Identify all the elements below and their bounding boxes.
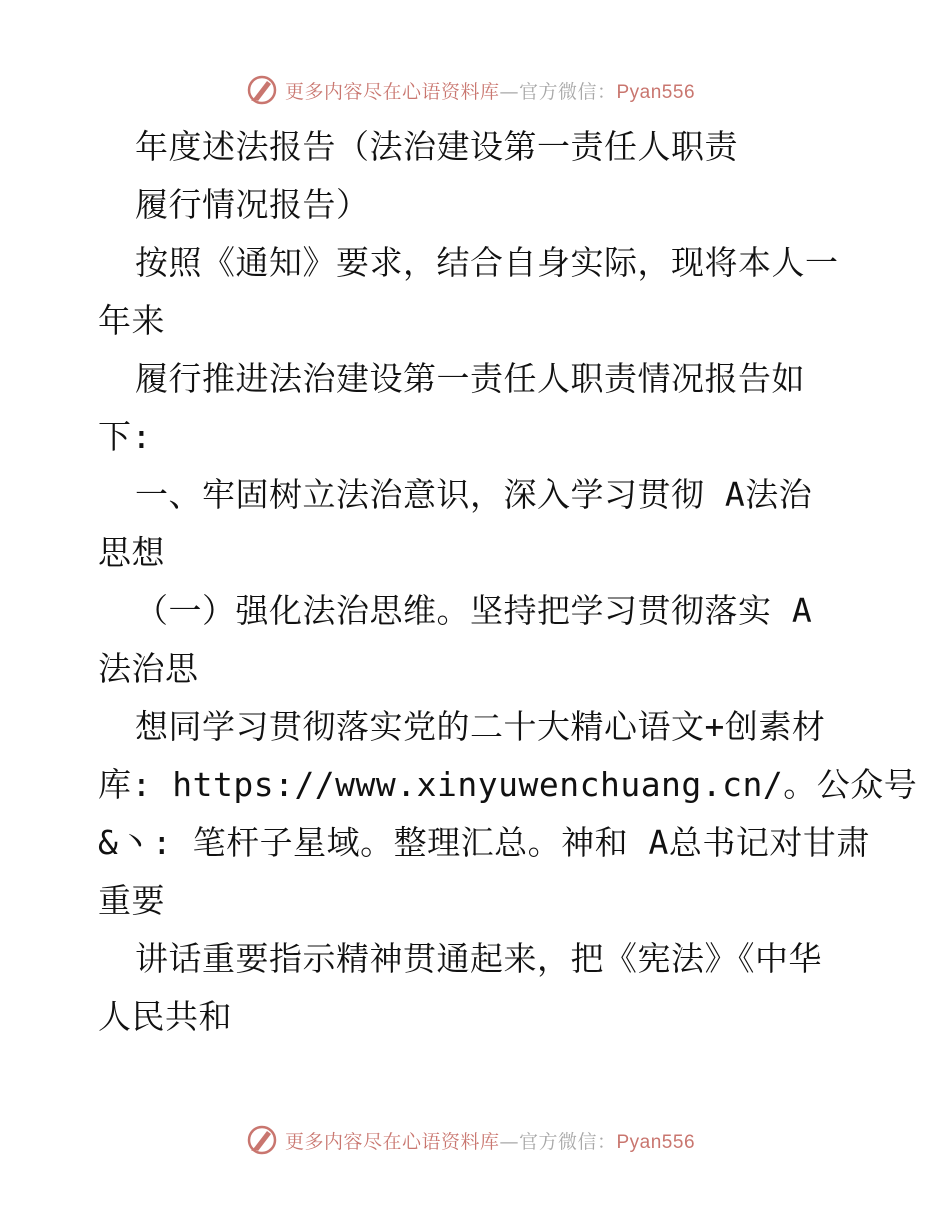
text-line: 履行推进法治建设第一责任人职责情况报告如 — [135, 359, 805, 398]
watermark-dash: — — [499, 1130, 519, 1153]
watermark-id: Pyan556 — [616, 1131, 696, 1153]
watermark-label: 官方微信： — [518, 1130, 617, 1153]
watermark-text — [285, 77, 695, 104]
text-line: 重要 — [98, 881, 165, 920]
text-line: （一）强化法治思维。坚持把学习贯彻落实 A — [135, 591, 813, 630]
watermark-id: Pyan556 — [616, 81, 696, 103]
header-watermark — [0, 70, 950, 110]
watermark-main: 更多内容尽在心语资料库 — [284, 1130, 500, 1153]
watermark-main: 更多内容尽在心语资料库 — [284, 80, 500, 103]
text-line: 库: https://www.xinyuwenchuang.cn/。公众号 — [98, 765, 918, 804]
watermark-dash: — — [499, 80, 519, 103]
text-line: 履行情况报告） — [135, 185, 370, 224]
document-body — [98, 118, 918, 1046]
pen-logo-icon — [245, 73, 279, 107]
text-line: 下: — [98, 417, 152, 456]
text-line: 年度述法报告（法治建设第一责任人职责 — [135, 127, 738, 166]
text-line: 法治思 — [98, 649, 199, 688]
text-line: 人民共和 — [98, 997, 232, 1036]
text-line: 思想 — [98, 533, 165, 572]
watermark-text — [285, 1127, 695, 1154]
text-line: 讲话重要指示精神贯通起来，把《宪法》《中华 — [135, 939, 822, 978]
text-line: 年来 — [98, 301, 165, 340]
text-line: &丶: 笔杆子星域。整理汇总。神和 A总书记对甘肃 — [98, 823, 870, 862]
pen-logo-icon — [245, 1123, 279, 1157]
footer-watermark — [0, 1120, 950, 1160]
watermark-label: 官方微信： — [518, 80, 617, 103]
text-line: 按照《通知》要求，结合自身实际，现将本人一 — [135, 243, 839, 282]
text-line: 想同学习贯彻落实党的二十大精心语文+创素材 — [135, 707, 826, 746]
text-line: 一、牢固树立法治意识，深入学习贯彻 A法治 — [135, 475, 813, 514]
